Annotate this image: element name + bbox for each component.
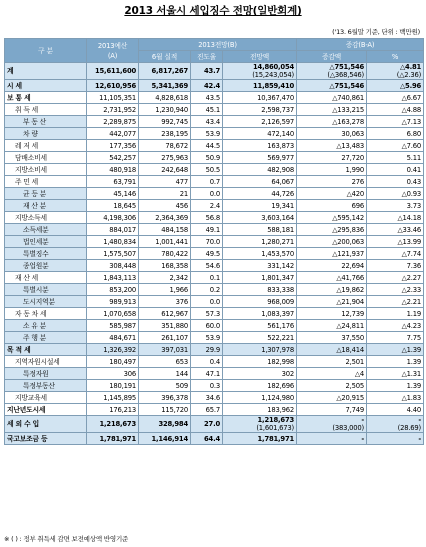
- table-row: [5, 200, 424, 212]
- table-row: [5, 188, 424, 200]
- cell-budget: 989,913: [87, 296, 139, 308]
- table-row: [5, 63, 424, 80]
- cell-progress: 34.6: [191, 392, 223, 404]
- cell-progress: 2.4: [191, 200, 223, 212]
- cell-change: △13,483: [297, 140, 367, 152]
- header-forecast-group: 2013전망(B): [139, 39, 297, 51]
- cell-budget: 480,918: [87, 164, 139, 176]
- table-row: [5, 284, 424, 296]
- cell-forecast: 522,221: [223, 332, 297, 344]
- cell-budget: 1,843,113: [87, 272, 139, 284]
- cell-actual: 653: [139, 356, 191, 368]
- cell-change: △41,766: [297, 272, 367, 284]
- cell-pct: 1.39: [367, 356, 424, 368]
- cell-forecast: 331,142: [223, 260, 297, 272]
- cell-forecast: 833,338: [223, 284, 297, 296]
- row-label: 지역자원시설세: [5, 356, 87, 368]
- table-row: [5, 296, 424, 308]
- cell-actual: 21: [139, 188, 191, 200]
- cell-actual: 396,378: [139, 392, 191, 404]
- cell-forecast: 64,067: [223, 176, 297, 188]
- row-label: 주 행 분: [5, 332, 87, 344]
- table-row: [5, 164, 424, 176]
- cell-budget: 1,781,971: [87, 433, 139, 445]
- cell-budget: 12,610,956: [87, 80, 139, 92]
- table-row: [5, 248, 424, 260]
- row-label: 재 산 분: [5, 200, 87, 212]
- cell-progress: 44.5: [191, 140, 223, 152]
- cell-actual: 78,672: [139, 140, 191, 152]
- cell-actual: 2,342: [139, 272, 191, 284]
- header-actual-june: 6월 실적: [139, 51, 191, 63]
- cell-actual: 4,828,618: [139, 92, 191, 104]
- cell-budget: 1,480,834: [87, 236, 139, 248]
- cell-forecast: 569,977: [223, 152, 297, 164]
- cell-progress: 0.0: [191, 296, 223, 308]
- cell-forecast: 588,181: [223, 224, 297, 236]
- cell-pct: 1.19: [367, 308, 424, 320]
- cell-forecast: 182,696: [223, 380, 297, 392]
- cell-actual: 1,230,940: [139, 104, 191, 116]
- cell-actual: 477: [139, 176, 191, 188]
- cell-budget: 45,146: [87, 188, 139, 200]
- cell-progress: 43.4: [191, 116, 223, 128]
- cell-pct: △5.96: [367, 80, 424, 92]
- cell-progress: 57.3: [191, 308, 223, 320]
- row-label: 담배소비세: [5, 152, 87, 164]
- row-label: 목 적 세: [5, 344, 87, 356]
- cell-change: △295,836: [297, 224, 367, 236]
- cell-budget: 180,191: [87, 380, 139, 392]
- table-row: [5, 224, 424, 236]
- table-row: [5, 92, 424, 104]
- table-row: [5, 212, 424, 224]
- cell-pct: △7.13: [367, 116, 424, 128]
- row-label: 계: [5, 63, 87, 80]
- cell-progress: 64.4: [191, 433, 223, 445]
- cell-change: - (383,000): [297, 416, 367, 433]
- cell-change: △4: [297, 368, 367, 380]
- table-row: [5, 236, 424, 248]
- cell-budget: 63,791: [87, 176, 139, 188]
- cell-progress: 49.1: [191, 224, 223, 236]
- cell-actual: 484,158: [139, 224, 191, 236]
- row-label: 지난년도시세: [5, 404, 87, 416]
- cell-change: 27,720: [297, 152, 367, 164]
- cell-pct: △33.46: [367, 224, 424, 236]
- row-label: 국고보조금 등: [5, 433, 87, 445]
- cell-pct: - (28.69): [367, 416, 424, 433]
- cell-forecast: 1,781,971: [223, 433, 297, 445]
- cell-budget: 542,257: [87, 152, 139, 164]
- table-row: [5, 380, 424, 392]
- row-label: 보 통 세: [5, 92, 87, 104]
- header-category: 구 분: [5, 39, 87, 63]
- cell-progress: 56.8: [191, 212, 223, 224]
- cell-progress: 45.1: [191, 104, 223, 116]
- tax-forecast-table: [4, 38, 424, 445]
- cell-forecast: 1,801,347: [223, 272, 297, 284]
- cell-actual: 612,967: [139, 308, 191, 320]
- row-label: 주 민 세: [5, 176, 87, 188]
- cell-pct: △6.67: [367, 92, 424, 104]
- row-label: 도시지역분: [5, 296, 87, 308]
- cell-progress: 0.2: [191, 284, 223, 296]
- cell-change: △751,546: [297, 80, 367, 92]
- table-row: [5, 152, 424, 164]
- cell-actual: 509: [139, 380, 191, 392]
- row-label: 지방교육세: [5, 392, 87, 404]
- cell-forecast: 1,453,570: [223, 248, 297, 260]
- cell-budget: 4,198,306: [87, 212, 139, 224]
- cell-pct: △4.81 (△2.36): [367, 63, 424, 80]
- cell-actual: 397,031: [139, 344, 191, 356]
- cell-forecast: 10,367,470: [223, 92, 297, 104]
- cell-budget: 306: [87, 368, 139, 380]
- row-label: 특정자원: [5, 368, 87, 380]
- cell-budget: 1,070,658: [87, 308, 139, 320]
- cell-budget: 1,326,392: [87, 344, 139, 356]
- cell-actual: 328,984: [139, 416, 191, 433]
- cell-pct: △7.74: [367, 248, 424, 260]
- row-label: 재 산 세: [5, 272, 87, 284]
- page-title: 2013 서울시 세입징수 전망(일반회계): [124, 5, 302, 17]
- table-row: [5, 80, 424, 92]
- cell-pct: △14.18: [367, 212, 424, 224]
- row-label: 종업원분: [5, 260, 87, 272]
- cell-progress: 47.1: [191, 368, 223, 380]
- row-label: 특정부동산: [5, 380, 87, 392]
- cell-budget: 308,448: [87, 260, 139, 272]
- row-label: 소득세분: [5, 224, 87, 236]
- row-label: 특별시분: [5, 284, 87, 296]
- cell-change: 30,063: [297, 128, 367, 140]
- cell-forecast: 2,126,597: [223, 116, 297, 128]
- header-change-amount: 증감액: [297, 51, 367, 63]
- cell-budget: 18,645: [87, 200, 139, 212]
- cell-progress: 60.0: [191, 320, 223, 332]
- cell-actual: 1,146,914: [139, 433, 191, 445]
- cell-budget: 11,105,351: [87, 92, 139, 104]
- cell-forecast: 1,307,978: [223, 344, 297, 356]
- row-label: 자 동 차 세: [5, 308, 87, 320]
- cell-progress: 50.9: [191, 152, 223, 164]
- cell-budget: 180,497: [87, 356, 139, 368]
- cell-pct: 1.39: [367, 380, 424, 392]
- cell-forecast: 183,962: [223, 404, 297, 416]
- cell-pct: 7.75: [367, 332, 424, 344]
- cell-forecast: 482,908: [223, 164, 297, 176]
- cell-change: △163,278: [297, 116, 367, 128]
- row-label: 차 량: [5, 128, 87, 140]
- cell-pct: -: [367, 433, 424, 445]
- cell-forecast: 1,124,980: [223, 392, 297, 404]
- cell-forecast: 182,998: [223, 356, 297, 368]
- row-label: 부 동 산: [5, 116, 87, 128]
- cell-actual: 456: [139, 200, 191, 212]
- cell-budget: 442,077: [87, 128, 139, 140]
- table-body: [5, 63, 424, 445]
- table-row: [5, 320, 424, 332]
- cell-change: △21,904: [297, 296, 367, 308]
- cell-progress: 53.9: [191, 332, 223, 344]
- cell-pct: △4.23: [367, 320, 424, 332]
- header-change-group: 증감(B-A): [297, 39, 424, 51]
- cell-change: △595,142: [297, 212, 367, 224]
- cell-progress: 0.3: [191, 380, 223, 392]
- cell-change: △121,937: [297, 248, 367, 260]
- cell-budget: 884,017: [87, 224, 139, 236]
- cell-actual: 6,817,267: [139, 63, 191, 80]
- cell-pct: 6.80: [367, 128, 424, 140]
- cell-change: 7,749: [297, 404, 367, 416]
- cell-pct: △2.21: [367, 296, 424, 308]
- cell-change: △420: [297, 188, 367, 200]
- cell-forecast: 968,009: [223, 296, 297, 308]
- cell-pct: △4.88: [367, 104, 424, 116]
- table-row: [5, 104, 424, 116]
- row-label: 소 유 분: [5, 320, 87, 332]
- table-row: [5, 140, 424, 152]
- cell-progress: 42.4: [191, 80, 223, 92]
- cell-progress: 29.9: [191, 344, 223, 356]
- cell-actual: 780,422: [139, 248, 191, 260]
- cell-budget: 585,987: [87, 320, 139, 332]
- row-label: 균 등 분: [5, 188, 87, 200]
- cell-pct: △0.93: [367, 188, 424, 200]
- cell-budget: 2,731,952: [87, 104, 139, 116]
- table-row: [5, 416, 424, 433]
- cell-change: △18,414: [297, 344, 367, 356]
- cell-forecast: 2,598,737: [223, 104, 297, 116]
- cell-budget: 853,200: [87, 284, 139, 296]
- cell-progress: 27.0: [191, 416, 223, 433]
- table-row: [5, 392, 424, 404]
- cell-pct: 0.41: [367, 164, 424, 176]
- table-row: [5, 433, 424, 445]
- table-row: [5, 308, 424, 320]
- cell-change: △133,215: [297, 104, 367, 116]
- cell-actual: 1,001,441: [139, 236, 191, 248]
- table-row: [5, 116, 424, 128]
- row-label: 시 세: [5, 80, 87, 92]
- cell-forecast: 44,726: [223, 188, 297, 200]
- unit-note: ('13. 6월말 기준, 단위 : 백만원): [332, 28, 420, 36]
- table-row: [5, 128, 424, 140]
- cell-change: △24,811: [297, 320, 367, 332]
- cell-actual: 2,364,369: [139, 212, 191, 224]
- cell-change: 2,501: [297, 356, 367, 368]
- header-change-pct: %: [367, 51, 424, 63]
- row-label: 레 저 세: [5, 140, 87, 152]
- cell-progress: 70.0: [191, 236, 223, 248]
- cell-budget: 484,671: [87, 332, 139, 344]
- cell-budget: 177,356: [87, 140, 139, 152]
- cell-actual: 351,880: [139, 320, 191, 332]
- cell-actual: 242,648: [139, 164, 191, 176]
- cell-forecast: 1,083,397: [223, 308, 297, 320]
- row-label: 지방소득세: [5, 212, 87, 224]
- table-row: [5, 332, 424, 344]
- row-label: 취 득 세: [5, 104, 87, 116]
- cell-forecast: 472,140: [223, 128, 297, 140]
- header-progress: 진도율: [191, 51, 223, 63]
- cell-actual: 115,720: [139, 404, 191, 416]
- cell-pct: 7.36: [367, 260, 424, 272]
- cell-pct: △2.33: [367, 284, 424, 296]
- cell-budget: 15,611,600: [87, 63, 139, 80]
- header-budget: 2013예산 (A): [87, 39, 139, 63]
- cell-actual: 1,966: [139, 284, 191, 296]
- cell-forecast: 163,873: [223, 140, 297, 152]
- cell-pct: △1.31: [367, 368, 424, 380]
- cell-pct: △7.60: [367, 140, 424, 152]
- table-row: [5, 272, 424, 284]
- cell-actual: 168,358: [139, 260, 191, 272]
- cell-forecast: 1,218,673 (1,601,673): [223, 416, 297, 433]
- cell-progress: 43.7: [191, 63, 223, 80]
- cell-change: △200,063: [297, 236, 367, 248]
- cell-change: △740,861: [297, 92, 367, 104]
- cell-actual: 376: [139, 296, 191, 308]
- row-label: 특별징수: [5, 248, 87, 260]
- cell-budget: 1,218,673: [87, 416, 139, 433]
- cell-pct: △1.83: [367, 392, 424, 404]
- cell-budget: 1,575,507: [87, 248, 139, 260]
- table-row: [5, 176, 424, 188]
- cell-progress: 50.5: [191, 164, 223, 176]
- cell-forecast: 1,280,271: [223, 236, 297, 248]
- cell-change: 1,990: [297, 164, 367, 176]
- cell-forecast: 19,341: [223, 200, 297, 212]
- cell-actual: 275,963: [139, 152, 191, 164]
- cell-change: -: [297, 433, 367, 445]
- cell-actual: 261,107: [139, 332, 191, 344]
- cell-change: 22,694: [297, 260, 367, 272]
- cell-pct: 5.11: [367, 152, 424, 164]
- cell-forecast: 561,176: [223, 320, 297, 332]
- cell-forecast: 11,859,410: [223, 80, 297, 92]
- cell-pct: △2.27: [367, 272, 424, 284]
- cell-progress: 43.5: [191, 92, 223, 104]
- table-row: [5, 260, 424, 272]
- table-row: [5, 404, 424, 416]
- cell-progress: 49.5: [191, 248, 223, 260]
- cell-change: 276: [297, 176, 367, 188]
- cell-progress: 0.0: [191, 188, 223, 200]
- cell-budget: 176,213: [87, 404, 139, 416]
- table-row: [5, 344, 424, 356]
- cell-forecast: 3,603,164: [223, 212, 297, 224]
- cell-change: △19,862: [297, 284, 367, 296]
- header-forecast-amount: 전망액: [223, 51, 297, 63]
- row-label: 세 외 수 입: [5, 416, 87, 433]
- footnote: ※ ( ) : 정부 취득세 감면 보전예상액 반영기준: [4, 535, 129, 543]
- cell-change: △20,915: [297, 392, 367, 404]
- cell-progress: 0.1: [191, 272, 223, 284]
- cell-progress: 0.7: [191, 176, 223, 188]
- cell-change: 12,739: [297, 308, 367, 320]
- table-row: [5, 356, 424, 368]
- row-label: 법인세분: [5, 236, 87, 248]
- cell-progress: 53.9: [191, 128, 223, 140]
- cell-actual: 5,341,369: [139, 80, 191, 92]
- cell-progress: 0.4: [191, 356, 223, 368]
- cell-pct: 4.40: [367, 404, 424, 416]
- cell-actual: 992,745: [139, 116, 191, 128]
- cell-progress: 54.6: [191, 260, 223, 272]
- row-label: 지방소비세: [5, 164, 87, 176]
- cell-forecast: 302: [223, 368, 297, 380]
- cell-change: 37,550: [297, 332, 367, 344]
- cell-progress: 65.7: [191, 404, 223, 416]
- cell-pct: △13.99: [367, 236, 424, 248]
- cell-change: 2,505: [297, 380, 367, 392]
- cell-pct: 0.43: [367, 176, 424, 188]
- cell-actual: 238,195: [139, 128, 191, 140]
- cell-change: △751,546 (△368,546): [297, 63, 367, 80]
- cell-change: 696: [297, 200, 367, 212]
- cell-budget: 1,145,895: [87, 392, 139, 404]
- cell-budget: 2,289,875: [87, 116, 139, 128]
- table-row: [5, 368, 424, 380]
- cell-pct: △1.39: [367, 344, 424, 356]
- cell-forecast: 14,860,054 (15,243,054): [223, 63, 297, 80]
- cell-actual: 144: [139, 368, 191, 380]
- cell-pct: 3.73: [367, 200, 424, 212]
